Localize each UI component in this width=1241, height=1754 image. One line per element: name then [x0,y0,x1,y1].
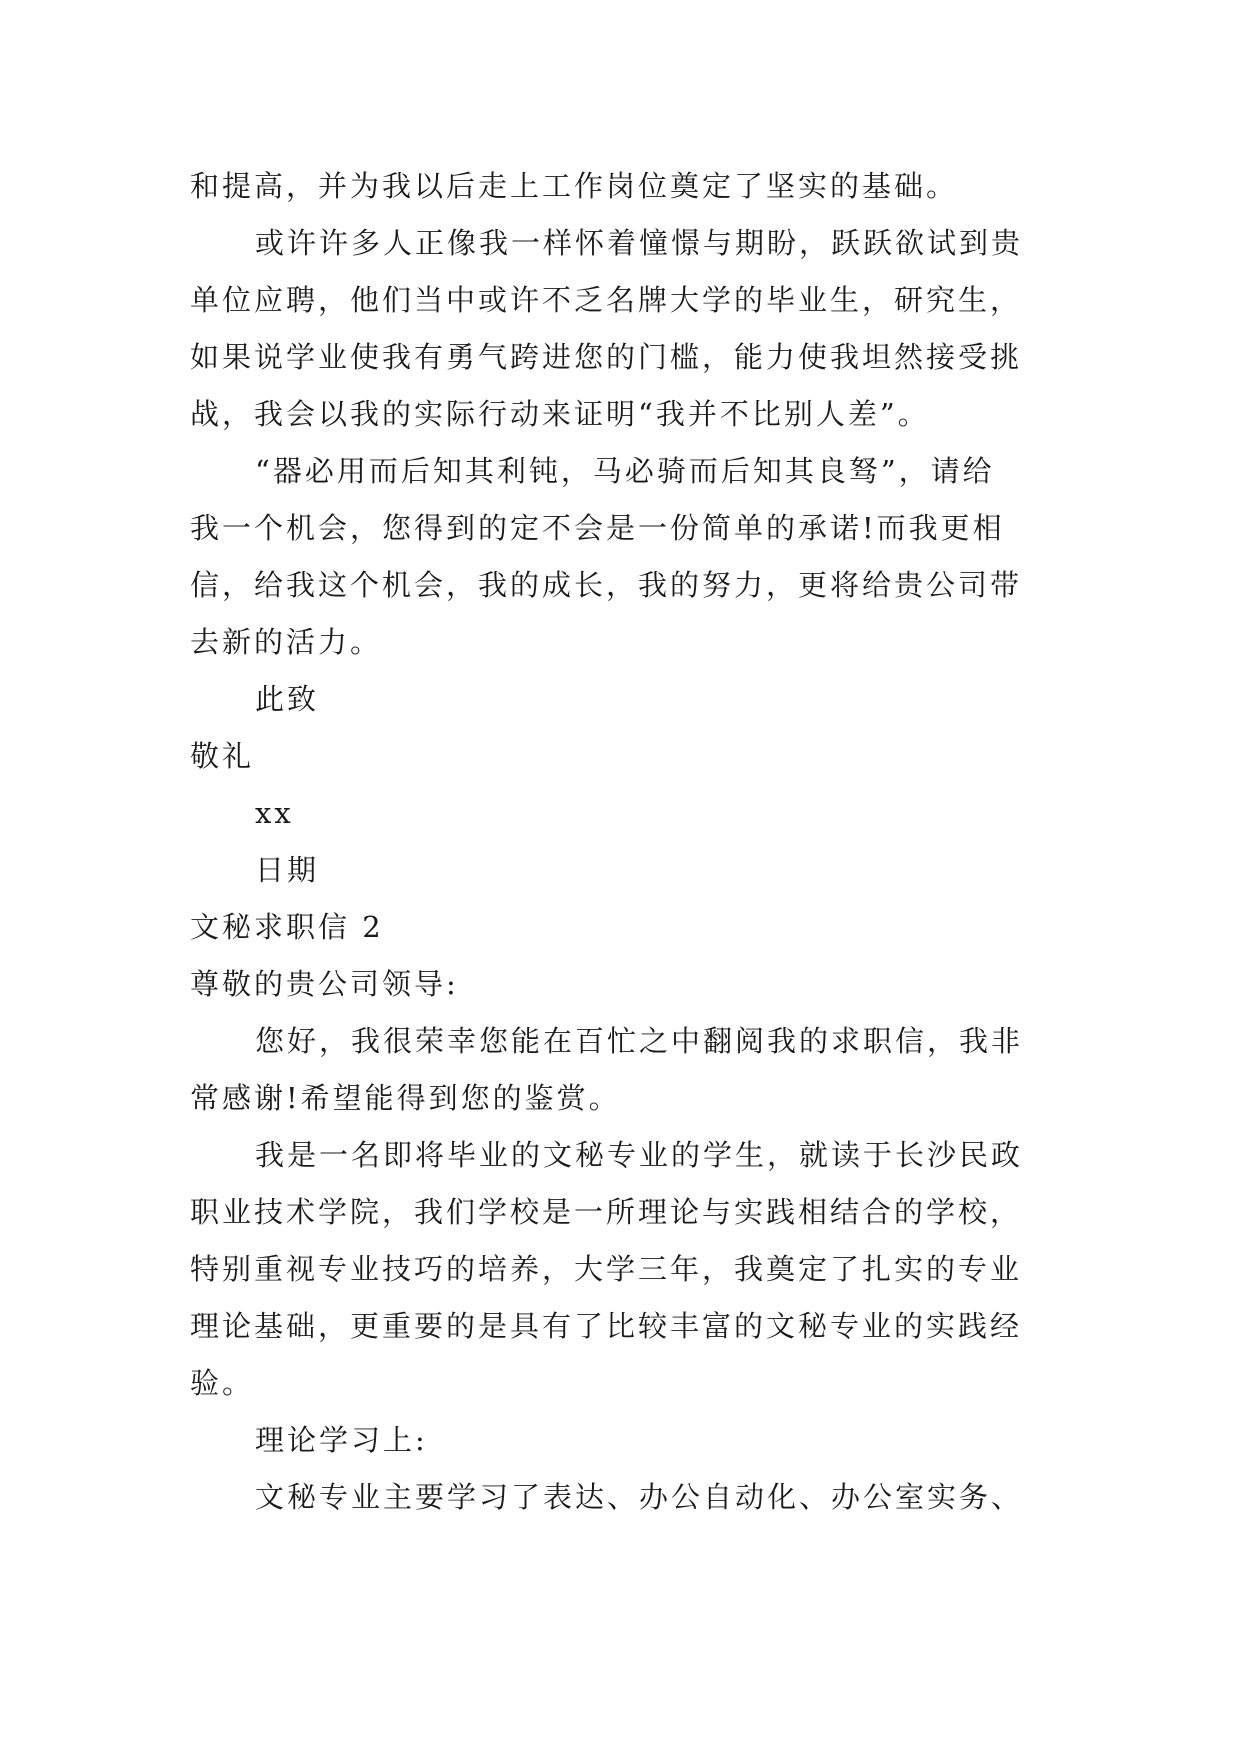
text-line: 特别重视专业技巧的培养，大学三年，我奠定了扎实的专业 [190,1252,1023,1286]
text-line: 职业技术学院，我们学校是一所理论与实践相结合的学校， [190,1195,1023,1229]
greeting: 尊敬的贵公司领导: [190,967,459,1001]
salutation-closing: 此致 [255,682,320,716]
text-line: “器必用而后知其利钝，马必骑而后知其良驽”，请给 [255,454,995,488]
text-line: 和提高，并为我以后走上工作岗位奠定了坚实的基础。 [190,169,959,203]
text-line: 如果说学业使我有勇气跨进您的门槛，能力使我坦然接受挑 [190,340,1023,374]
salutation-respect: 敬礼 [190,739,255,773]
text-line: 验。 [190,1366,255,1400]
text-line: 常感谢!希望能得到您的鉴赏。 [190,1081,621,1115]
signature-name: xx [255,796,294,830]
text-line: 理论基础，更重要的是具有了比较丰富的文秘专业的实践经 [190,1309,1023,1343]
section-title: 文秘求职信 2 [190,910,384,944]
text-line: 我一个机会，您得到的定不会是一份简单的承诺!而我更相 [190,511,1005,545]
subheading: 理论学习上: [255,1423,428,1457]
text-line: 文秘专业主要学习了表达、办公自动化、办公室实务、 [255,1480,1024,1514]
text-line: 您好，我很荣幸您能在百忙之中翻阅我的求职信，我非 [255,1024,1024,1058]
text-line: 单位应聘，他们当中或许不乏名牌大学的毕业生，研究生， [190,283,1023,317]
text-line: 信，给我这个机会，我的成长，我的努力，更将给贵公司带 [190,568,1023,602]
text-line: 去新的活力。 [190,625,383,659]
text-line: 或许许多人正像我一样怀着憧憬与期盼，跃跃欲试到贵 [255,226,1024,260]
text-line: 我是一名即将毕业的文秘专业的学生，就读于长沙民政 [255,1138,1024,1172]
signature-date: 日期 [255,853,320,887]
text-line: 战，我会以我的实际行动来证明“我并不比别人差”。 [190,397,930,431]
